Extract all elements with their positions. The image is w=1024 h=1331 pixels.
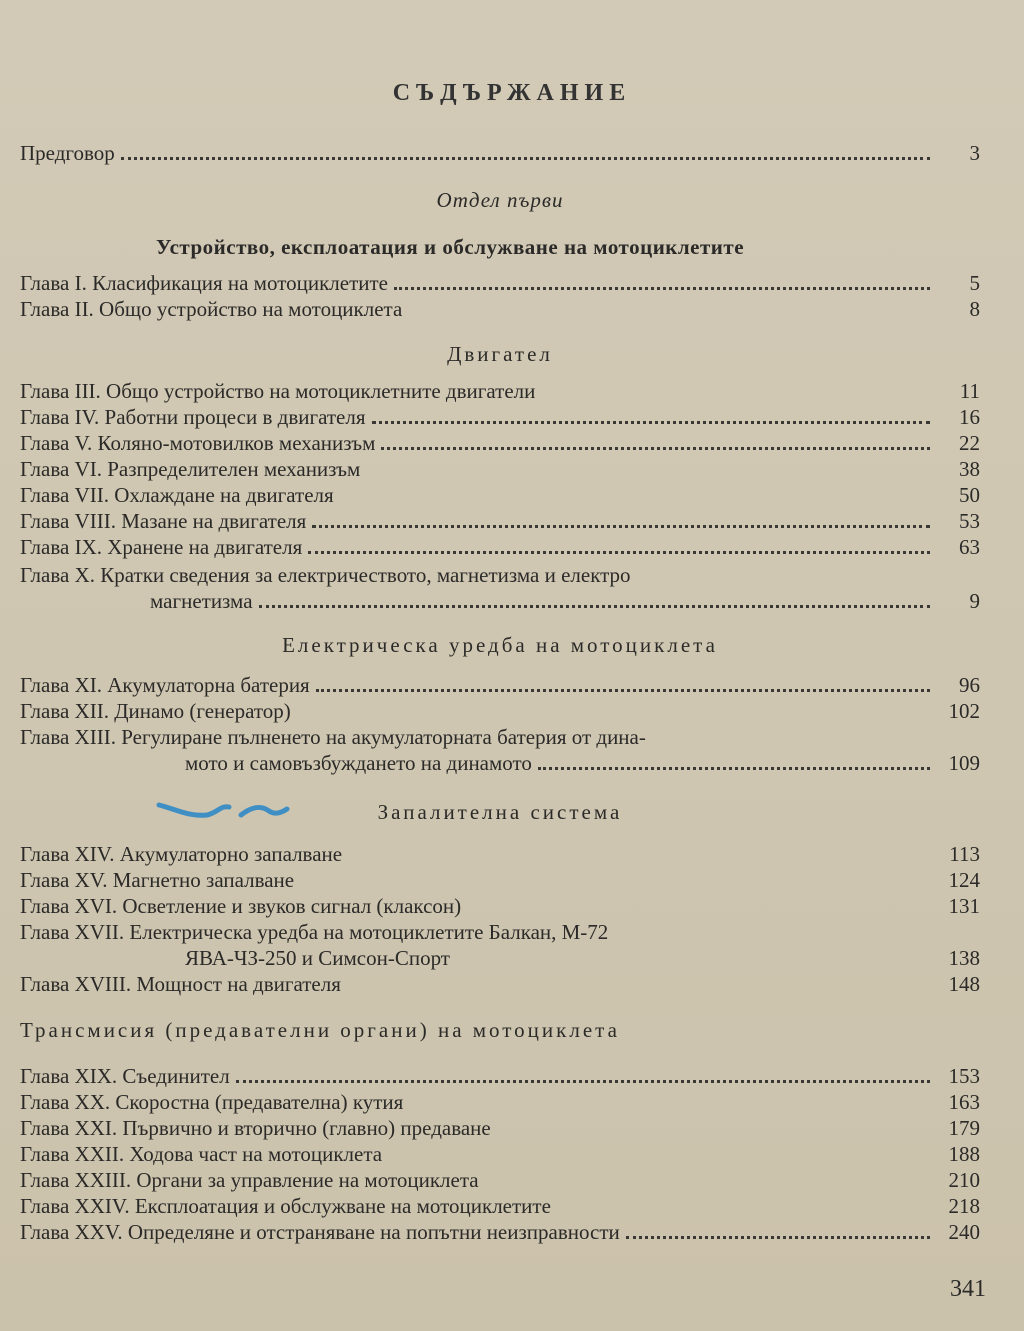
toc-entry [185, 945, 980, 971]
toc-page: 16 [959, 405, 980, 429]
toc-label: магнетизма [150, 589, 253, 613]
toc-entry [20, 1141, 980, 1167]
toc-page: 38 [959, 457, 980, 481]
toc-label: Глава XX. Скоростна (предавателна) кутия [20, 1090, 404, 1114]
toc-entry-line1: Глава XVII. Електрическа уредба на мотоциклетите Балкан, М-72 [20, 920, 609, 944]
toc-entry-preface [20, 140, 980, 166]
toc-page: 124 [948, 868, 980, 892]
leader-dots [381, 433, 930, 450]
toc-entry [20, 841, 980, 867]
toc-entry [185, 750, 980, 776]
toc-label: Глава VI. Разпределителен механизъм [20, 457, 361, 481]
leader-dots [308, 537, 930, 554]
toc-label: Глава III. Общо устройство на мотоциклетните двигатели [20, 379, 536, 403]
leader-dots [408, 299, 930, 316]
page-title: СЪДЪРЖАНИЕ [392, 80, 632, 106]
toc-label: Глава XVIII. Мощност на двигателя [20, 972, 341, 996]
toc-entry [20, 404, 980, 430]
toc-page: 188 [948, 1142, 980, 1166]
toc-entry [20, 698, 980, 724]
leader-dots [312, 511, 930, 528]
leader-dots [297, 701, 930, 718]
toc-entry [20, 508, 980, 534]
toc-entry [20, 672, 980, 698]
toc-label: Глава XII. Динамо (генератор) [20, 699, 291, 723]
toc-label: Глава XVI. Осветление и звуков сигнал (клаксон) [20, 894, 462, 918]
toc-entry [20, 1193, 980, 1219]
part-heading: Отдел първи [436, 188, 564, 212]
toc-entry [20, 1115, 980, 1141]
leader-dots [456, 948, 930, 965]
toc-page: 163 [948, 1090, 980, 1114]
toc-entry [20, 867, 980, 893]
part-title: Устройство, експлоатация и обслужване на мотоциклетите [155, 235, 745, 259]
leader-dots [626, 1222, 930, 1239]
toc-label: Глава XIV. Акумулаторно запалване [20, 842, 343, 866]
toc-page: 210 [948, 1168, 980, 1192]
leader-dots [316, 675, 930, 692]
toc-entry [20, 482, 980, 508]
leader-dots [557, 1196, 930, 1213]
section-heading-ignition: Запалителна система [377, 800, 623, 824]
page-number: 341 [950, 1276, 986, 1302]
toc-page: 218 [948, 1194, 980, 1218]
toc-entry-line1: Глава XIII. Регулиране пълненето на акумулаторната батерия от дина- [20, 725, 646, 749]
toc-label: Глава XXV. Определяне и отстраняване на попътни неизправности [20, 1220, 620, 1244]
toc-page: 131 [948, 894, 980, 918]
leader-dots [497, 1118, 930, 1135]
toc-page: 102 [948, 699, 980, 723]
toc-label: Глава XIX. Съединител [20, 1064, 230, 1088]
toc-entry [20, 971, 980, 997]
leader-dots [388, 1144, 930, 1161]
toc-page: 138 [948, 946, 980, 970]
toc-entry [20, 893, 980, 919]
toc-page: 96 [959, 673, 980, 697]
toc-label: ЯВА-ЧЗ-250 и Симсон-Спорт [185, 946, 450, 970]
toc-page: 63 [959, 535, 980, 559]
leader-dots [538, 753, 930, 770]
toc-entry [20, 1089, 980, 1115]
toc-label: Глава XXIV. Експлоатация и обслужване на мотоциклетите [20, 1194, 551, 1218]
leader-dots [467, 896, 930, 913]
toc-entry [20, 534, 980, 560]
toc-page: 179 [948, 1116, 980, 1140]
toc-label: Глава VIII. Мазане на двигателя [20, 509, 307, 533]
toc-label: Глава XXII. Ходова част на мотоциклета [20, 1142, 383, 1166]
toc-label: Глава IV. Работни процеси в двигателя [20, 405, 366, 429]
toc-label: Глава XXI. Първично и вторично (главно) предаване [20, 1116, 491, 1140]
toc-label: Глава IX. Хранене на двигателя [20, 535, 303, 559]
toc-page: 3 [969, 141, 980, 165]
toc-entry [20, 1219, 980, 1245]
leader-dots [347, 974, 930, 991]
toc-entry [20, 1063, 980, 1089]
toc-page: 113 [949, 842, 980, 866]
toc-page: 22 [959, 431, 980, 455]
section-heading-transmission: Трансмисия (предавателни органи) на мотоциклета [20, 1018, 620, 1042]
toc-label: Глава VII. Охлаждане на двигателя [20, 483, 334, 507]
toc-page: 5 [969, 271, 980, 295]
leader-dots [366, 459, 930, 476]
toc-entry [20, 378, 980, 404]
toc-entry [20, 270, 980, 296]
leader-dots [259, 591, 930, 608]
toc-page: 50 [959, 483, 980, 507]
section-heading-electric: Електрическа уредба на мотоциклета [282, 633, 718, 657]
toc-label: Глава XXIII. Органи за управление на мотоциклета [20, 1168, 479, 1192]
leader-dots [236, 1066, 930, 1083]
leader-dots [121, 143, 930, 160]
leader-dots [394, 273, 930, 290]
toc-page: 9 [969, 589, 980, 613]
toc-page: 109 [948, 751, 980, 775]
toc-label: мото и самовъзбуждането на динамото [185, 751, 532, 775]
toc-label: Глава I. Класификация на мотоциклетите [20, 271, 388, 295]
toc-entry [20, 430, 980, 456]
toc-page: 153 [948, 1064, 980, 1088]
toc-page: 240 [948, 1220, 980, 1244]
leader-dots [409, 1092, 930, 1109]
toc-label: Глава II. Общо устройство на мотоциклета [20, 297, 403, 321]
leader-dots [485, 1170, 930, 1187]
toc-entry-line1: Глава X. Кратки сведения за електричеството, магнетизма и електро [20, 563, 631, 587]
toc-entry [150, 588, 980, 614]
toc-entry [20, 456, 980, 482]
leader-dots [541, 381, 930, 398]
section-heading-engine: Двигател [447, 342, 553, 366]
leader-dots [300, 870, 930, 887]
toc-entry [20, 296, 980, 322]
toc-page: 53 [959, 509, 980, 533]
toc-label: Глава V. Коляно-мотовилков механизъм [20, 431, 376, 455]
leader-dots [340, 485, 930, 502]
toc-label: Глава XI. Акумулаторна батерия [20, 673, 310, 697]
toc-page: 8 [969, 297, 980, 321]
toc-page: 148 [948, 972, 980, 996]
leader-dots [348, 844, 930, 861]
toc-label: Глава XV. Магнетно запалване [20, 868, 295, 892]
toc-label: Предговор [20, 141, 115, 165]
toc-entry [20, 1167, 980, 1193]
toc-page: 11 [959, 379, 980, 403]
leader-dots [372, 407, 931, 424]
